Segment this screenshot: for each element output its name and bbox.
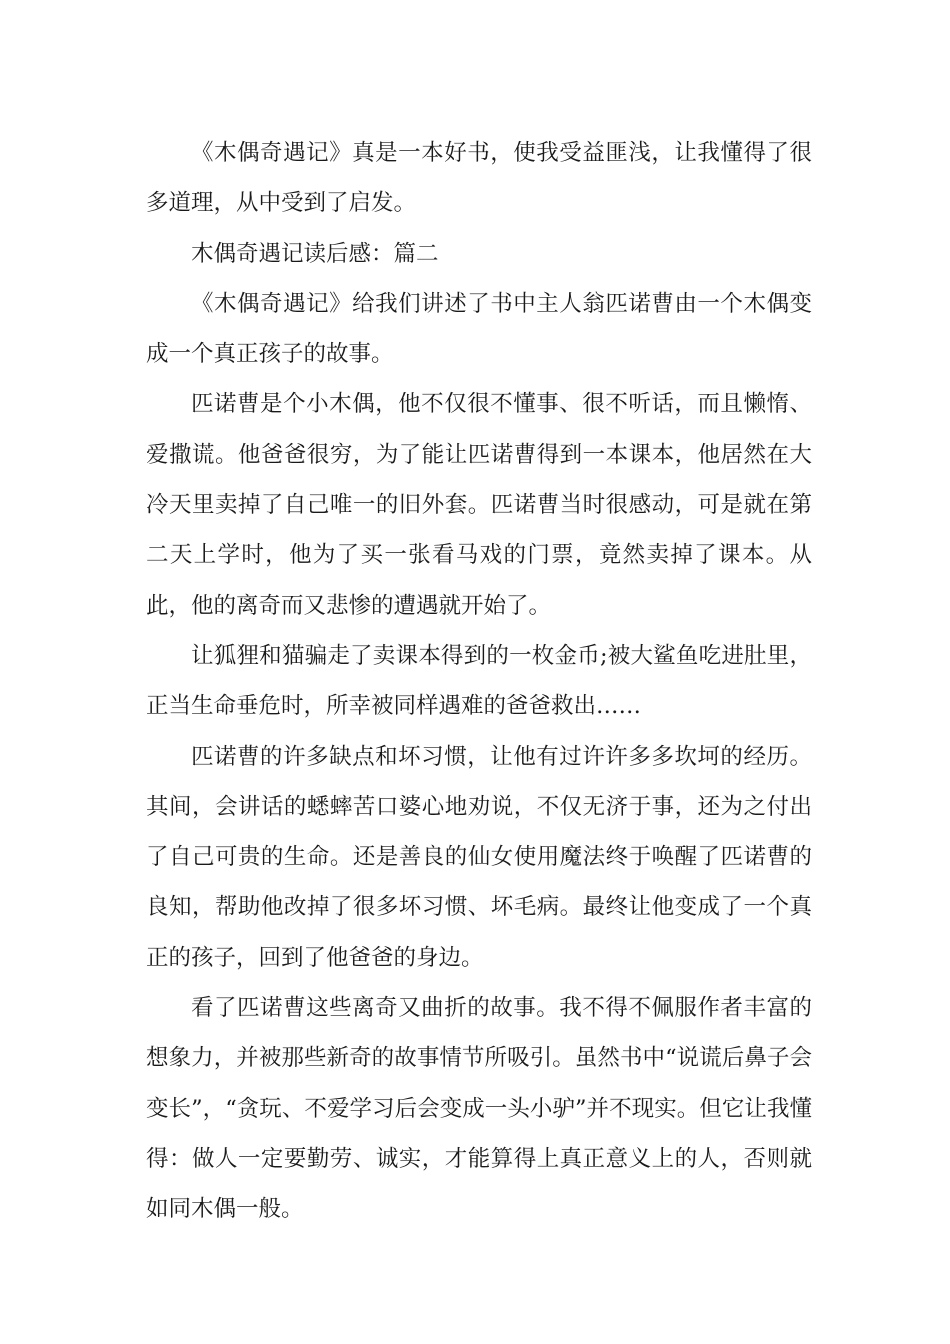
paragraph-misadventures: 让狐狸和猫骗走了卖课本得到的一枚金币;被大鲨鱼吃进肚里，正当生命垂危时，所幸被同样遇难的爸爸救出…… — [146, 642, 812, 720]
paragraph-transformation: 匹诺曹的许多缺点和坏习惯，让他有过许许多多坎坷的经历。其间，会讲话的蟋蟀苦口婆心地劝说，不仅无济于事，还为之付出了自己可贵的生命。还是善良的仙女使用魔法终于唤醒了匹诺曹的良知，帮助他改掉了很多坏习惯、坏毛病。最终让他变成了一个真正的孩子，回到了他爸爸的身边。 — [146, 743, 812, 971]
document-body — [146, 128, 812, 1235]
paragraph-intro-conclusion: 《木偶奇遇记》真是一本好书，使我受益匪浅，让我懂得了很多道理，从中受到了启发。 — [146, 140, 812, 217]
paragraph-book-summary: 《木偶奇遇记》给我们讲述了书中主人翁匹诺曹由一个木偶变成一个真正孩子的故事。 — [146, 290, 812, 368]
paragraph-pinocchio-character: 匹诺曹是个小木偶，他不仅很不懂事、很不听话，而且懒惰、爱撒谎。他爸爸很穷，为了能让匹诺曹得到一本课本，他居然在大冷天里卖掉了自己唯一的旧外套。匹诺曹当时很感动，可是就在第二天上学时，他为了买一张看马戏的门票，竟然卖掉了课本。从此，他的离奇而又悲惨的遭遇就开始了。 — [146, 391, 812, 619]
paragraph-reflection: 看了匹诺曹这些离奇又曲折的故事。我不得不佩服作者丰富的想象力，并被那些新奇的故事情节所吸引。虽然书中“说谎后鼻子会变长”，“贪玩、不爱学习后会变成一头小驴”并不现实。但它让我懂得：做人一定要勤劳、诚实，才能算得上真正意义上的人，否则就如同木偶一般。 — [146, 995, 812, 1223]
section-heading: 木偶奇遇记读后感：篇二 — [191, 240, 439, 267]
